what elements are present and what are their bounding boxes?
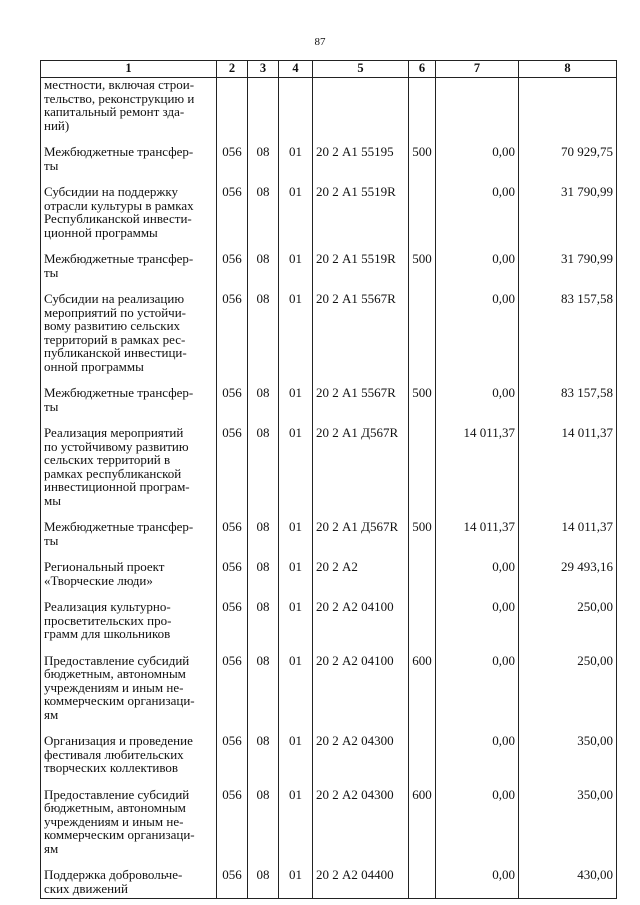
table-row (41, 145, 617, 185)
amount-col-8 (519, 78, 617, 146)
amount-col-8: 70 929,75 (519, 145, 617, 185)
section-code: 08 (248, 145, 279, 185)
expense-type-code (409, 868, 436, 899)
amount-col-7: 0,00 (436, 560, 519, 600)
budget-table (40, 60, 617, 899)
grbs-code: 056 (217, 292, 248, 386)
target-item-code: 20 2 А2 (313, 560, 409, 600)
expense-type-code: 500 (409, 386, 436, 426)
grbs-code: 056 (217, 145, 248, 185)
amount-col-8: 31 790,99 (519, 252, 617, 292)
grbs-code: 056 (217, 185, 248, 252)
subsection-code: 01 (279, 185, 313, 252)
amount-col-7: 0,00 (436, 600, 519, 654)
grbs-code: 056 (217, 788, 248, 869)
section-code: 08 (248, 292, 279, 386)
subsection-code: 01 (279, 868, 313, 899)
target-item-code: 20 2 А1 5519R (313, 185, 409, 252)
item-name: Реализация культурно- просветительских про- грамм для школьников (41, 600, 217, 654)
amount-col-7: 0,00 (436, 788, 519, 869)
item-name: Межбюджетные трансфер- ты (41, 520, 217, 560)
amount-col-7: 0,00 (436, 185, 519, 252)
item-name: Реализация мероприятий по устойчивому развитию сельских территорий в рамках республиканской инвестиционной програм- мы (41, 426, 217, 520)
item-name: Организация и проведение фестиваля любительских творческих коллективов (41, 734, 217, 788)
subsection-code (279, 78, 313, 146)
target-item-code: 20 2 А1 5519R (313, 252, 409, 292)
section-code: 08 (248, 185, 279, 252)
amount-col-8: 83 157,58 (519, 292, 617, 386)
subsection-code: 01 (279, 520, 313, 560)
table-row (41, 600, 617, 654)
amount-col-7: 0,00 (436, 654, 519, 735)
subsection-code: 01 (279, 788, 313, 869)
item-name: Межбюджетные трансфер- ты (41, 252, 217, 292)
header-col-5: 5 (313, 61, 409, 78)
table-row (41, 520, 617, 560)
target-item-code: 20 2 А1 Д567R (313, 520, 409, 560)
expense-type-code: 500 (409, 520, 436, 560)
item-name: Субсидии на реализацию мероприятий по устойчи- вому развитию сельских территорий в рамках рес- публиканской инвестици- онной программы (41, 292, 217, 386)
section-code: 08 (248, 386, 279, 426)
section-code: 08 (248, 600, 279, 654)
subsection-code: 01 (279, 560, 313, 600)
amount-col-7: 0,00 (436, 734, 519, 788)
item-name: Субсидии на поддержку отрасли культуры в рамках Республиканской инвести- ционной программы (41, 185, 217, 252)
grbs-code: 056 (217, 868, 248, 899)
item-name: Региональный проект «Творческие люди» (41, 560, 217, 600)
amount-col-7: 0,00 (436, 145, 519, 185)
section-code: 08 (248, 868, 279, 899)
table-row (41, 78, 617, 146)
item-name: местности, включая строи- тельство, реконструкцию и капитальный ремонт зда- ний) (41, 78, 217, 146)
item-name: Предоставление субсидий бюджетным, автономным учреждениям и иным не- коммерческим организаци- ям (41, 654, 217, 735)
subsection-code: 01 (279, 600, 313, 654)
grbs-code: 056 (217, 600, 248, 654)
section-code: 08 (248, 734, 279, 788)
section-code: 08 (248, 654, 279, 735)
amount-col-7: 14 011,37 (436, 520, 519, 560)
amount-col-8: 250,00 (519, 600, 617, 654)
expense-type-code: 500 (409, 145, 436, 185)
table-row (41, 560, 617, 600)
section-code: 08 (248, 252, 279, 292)
amount-col-8: 14 011,37 (519, 520, 617, 560)
amount-col-8: 14 011,37 (519, 426, 617, 520)
section-code: 08 (248, 788, 279, 869)
grbs-code: 056 (217, 560, 248, 600)
expense-type-code (409, 78, 436, 146)
table-row (41, 868, 617, 899)
amount-col-8: 29 493,16 (519, 560, 617, 600)
grbs-code: 056 (217, 520, 248, 560)
target-item-code: 20 2 А1 5567R (313, 386, 409, 426)
expense-type-code (409, 426, 436, 520)
subsection-code: 01 (279, 654, 313, 735)
amount-col-8: 250,00 (519, 654, 617, 735)
expense-type-code (409, 600, 436, 654)
grbs-code: 056 (217, 734, 248, 788)
target-item-code: 20 2 А1 Д567R (313, 426, 409, 520)
table-row (41, 734, 617, 788)
amount-col-7: 0,00 (436, 868, 519, 899)
table-row (41, 426, 617, 520)
amount-col-7: 14 011,37 (436, 426, 519, 520)
grbs-code: 056 (217, 252, 248, 292)
subsection-code: 01 (279, 734, 313, 788)
subsection-code: 01 (279, 292, 313, 386)
subsection-code: 01 (279, 252, 313, 292)
target-item-code (313, 78, 409, 146)
target-item-code: 20 2 А1 55195 (313, 145, 409, 185)
amount-col-7: 0,00 (436, 386, 519, 426)
target-item-code: 20 2 А2 04300 (313, 734, 409, 788)
amount-col-8: 350,00 (519, 734, 617, 788)
header-row (41, 61, 617, 78)
expense-type-code: 500 (409, 252, 436, 292)
section-code: 08 (248, 560, 279, 600)
section-code: 08 (248, 520, 279, 560)
amount-col-8: 430,00 (519, 868, 617, 899)
table-row (41, 252, 617, 292)
amount-col-7: 0,00 (436, 252, 519, 292)
subsection-code: 01 (279, 145, 313, 185)
header-col-2: 2 (217, 61, 248, 78)
grbs-code (217, 78, 248, 146)
header-col-6: 6 (409, 61, 436, 78)
expense-type-code (409, 185, 436, 252)
subsection-code: 01 (279, 386, 313, 426)
amount-col-8: 83 157,58 (519, 386, 617, 426)
page-number: 87 (314, 36, 326, 48)
target-item-code: 20 2 А2 04100 (313, 654, 409, 735)
expense-type-code: 600 (409, 788, 436, 869)
expense-type-code (409, 560, 436, 600)
table-body (41, 78, 617, 899)
expense-type-code (409, 734, 436, 788)
section-code: 08 (248, 426, 279, 520)
item-name: Предоставление субсидий бюджетным, автономным учреждениям и иным не- коммерческим организаци- ям (41, 788, 217, 869)
table-row (41, 185, 617, 252)
expense-type-code (409, 292, 436, 386)
amount-col-8: 350,00 (519, 788, 617, 869)
subsection-code: 01 (279, 426, 313, 520)
target-item-code: 20 2 А2 04400 (313, 868, 409, 899)
table-row (41, 386, 617, 426)
item-name: Межбюджетные трансфер- ты (41, 145, 217, 185)
grbs-code: 056 (217, 654, 248, 735)
grbs-code: 056 (217, 426, 248, 520)
header-col-3: 3 (248, 61, 279, 78)
table-row (41, 788, 617, 869)
section-code (248, 78, 279, 146)
target-item-code: 20 2 А2 04100 (313, 600, 409, 654)
amount-col-8: 31 790,99 (519, 185, 617, 252)
item-name: Поддержка добровольче- ских движений (41, 868, 217, 899)
target-item-code: 20 2 А1 5567R (313, 292, 409, 386)
grbs-code: 056 (217, 386, 248, 426)
header-col-7: 7 (436, 61, 519, 78)
header-col-8: 8 (519, 61, 617, 78)
table-row (41, 654, 617, 735)
header-col-4: 4 (279, 61, 313, 78)
amount-col-7: 0,00 (436, 292, 519, 386)
table-row (41, 292, 617, 386)
table-header (41, 61, 617, 78)
header-col-1: 1 (41, 61, 217, 78)
target-item-code: 20 2 А2 04300 (313, 788, 409, 869)
amount-col-7 (436, 78, 519, 146)
item-name: Межбюджетные трансфер- ты (41, 386, 217, 426)
expense-type-code: 600 (409, 654, 436, 735)
